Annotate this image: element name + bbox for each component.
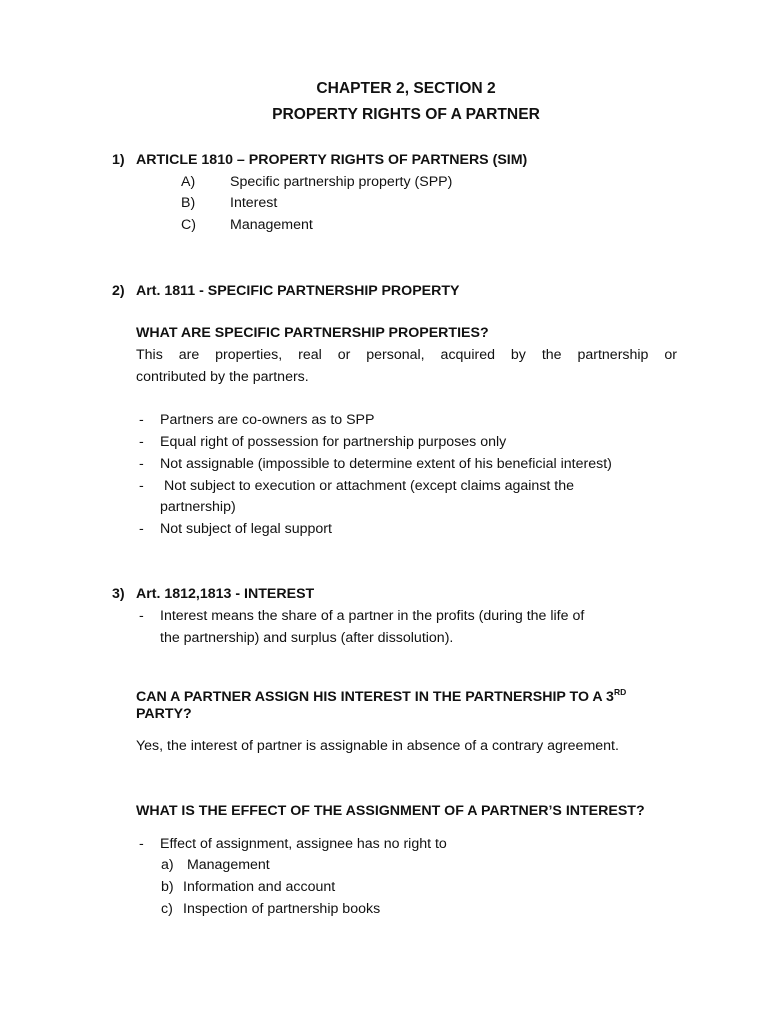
- effect-item-label: a): [161, 857, 174, 873]
- section1-item-text: Interest: [230, 195, 278, 211]
- bullet-dash: -: [139, 456, 144, 472]
- section1-item-label: C): [181, 217, 196, 233]
- section3-bullet-line: the partnership) and surplus (after dissolution).: [160, 630, 454, 646]
- section1-item-text: Management: [230, 217, 313, 233]
- section3-effect-intro: Effect of assignment, assignee has no right to: [160, 836, 447, 852]
- section2-bullet: Partners are co-owners as to SPP: [160, 412, 375, 428]
- section2-question: WHAT ARE SPECIFIC PARTNERSHIP PROPERTIES?: [136, 325, 489, 341]
- section3-number: 3): [112, 586, 125, 602]
- section1-item-label: B): [181, 195, 196, 211]
- section3-bullet-line: Interest means the share of a partner in the profits (during the life of: [160, 608, 585, 624]
- section2-heading: Art. 1811 - SPECIFIC PARTNERSHIP PROPERTY: [136, 283, 460, 299]
- section3-heading: Art. 1812,1813 - INTEREST: [136, 586, 315, 602]
- effect-item-text: Inspection of partnership books: [183, 901, 381, 917]
- section1-item-label: A): [181, 174, 196, 190]
- bullet-dash: -: [139, 608, 144, 624]
- section2-bullet: Not subject of legal support: [160, 521, 332, 537]
- effect-item-text: Information and account: [183, 879, 336, 895]
- effect-item-text: Management: [183, 857, 270, 873]
- section2-answer-line: This are properties, real or personal, acquired by the partnership or: [136, 347, 677, 363]
- section2-bullet: Not subject to execution or attachment (except claims against the: [160, 478, 575, 494]
- bullet-dash: -: [139, 478, 144, 494]
- bullet-dash: -: [139, 412, 144, 428]
- section3-question1-line2: PARTY?: [136, 706, 192, 722]
- section2-bullet: Equal right of possession for partnership purposes only: [160, 434, 507, 450]
- section3-answer1: Yes, the interest of partner is assignable in absence of a contrary agreement.: [136, 738, 619, 754]
- superscript-rd: RD: [613, 687, 627, 697]
- bullet-dash: -: [139, 836, 144, 852]
- bullet-dash: -: [139, 521, 144, 537]
- section3-question1-text: CAN A PARTNER ASSIGN HIS INTEREST IN THE PARTNERSHIP TO A 3: [136, 689, 614, 705]
- effect-item-label: c): [161, 901, 173, 917]
- section1-item-text: Specific partnership property (SPP): [230, 174, 453, 190]
- section2-bullet-continuation: partnership): [160, 499, 236, 515]
- section3-question2: WHAT IS THE EFFECT OF THE ASSIGNMENT OF A PARTNER’S INTEREST?: [136, 803, 645, 819]
- section1-number: 1): [112, 152, 125, 168]
- section3-question1: [136, 687, 626, 705]
- section1-heading: ARTICLE 1810 – PROPERTY RIGHTS OF PARTNERS (SIM): [136, 152, 528, 168]
- bullet-dash: -: [139, 434, 144, 450]
- effect-item-label: b): [161, 879, 174, 895]
- section2-number: 2): [112, 283, 125, 299]
- section2-answer-line: contributed by the partners.: [136, 369, 309, 385]
- chapter-heading: CHAPTER 2, SECTION 2: [316, 80, 496, 97]
- section2-bullet: Not assignable (impossible to determine extent of his beneficial interest): [160, 456, 612, 472]
- document-title: PROPERTY RIGHTS OF A PARTNER: [272, 106, 540, 123]
